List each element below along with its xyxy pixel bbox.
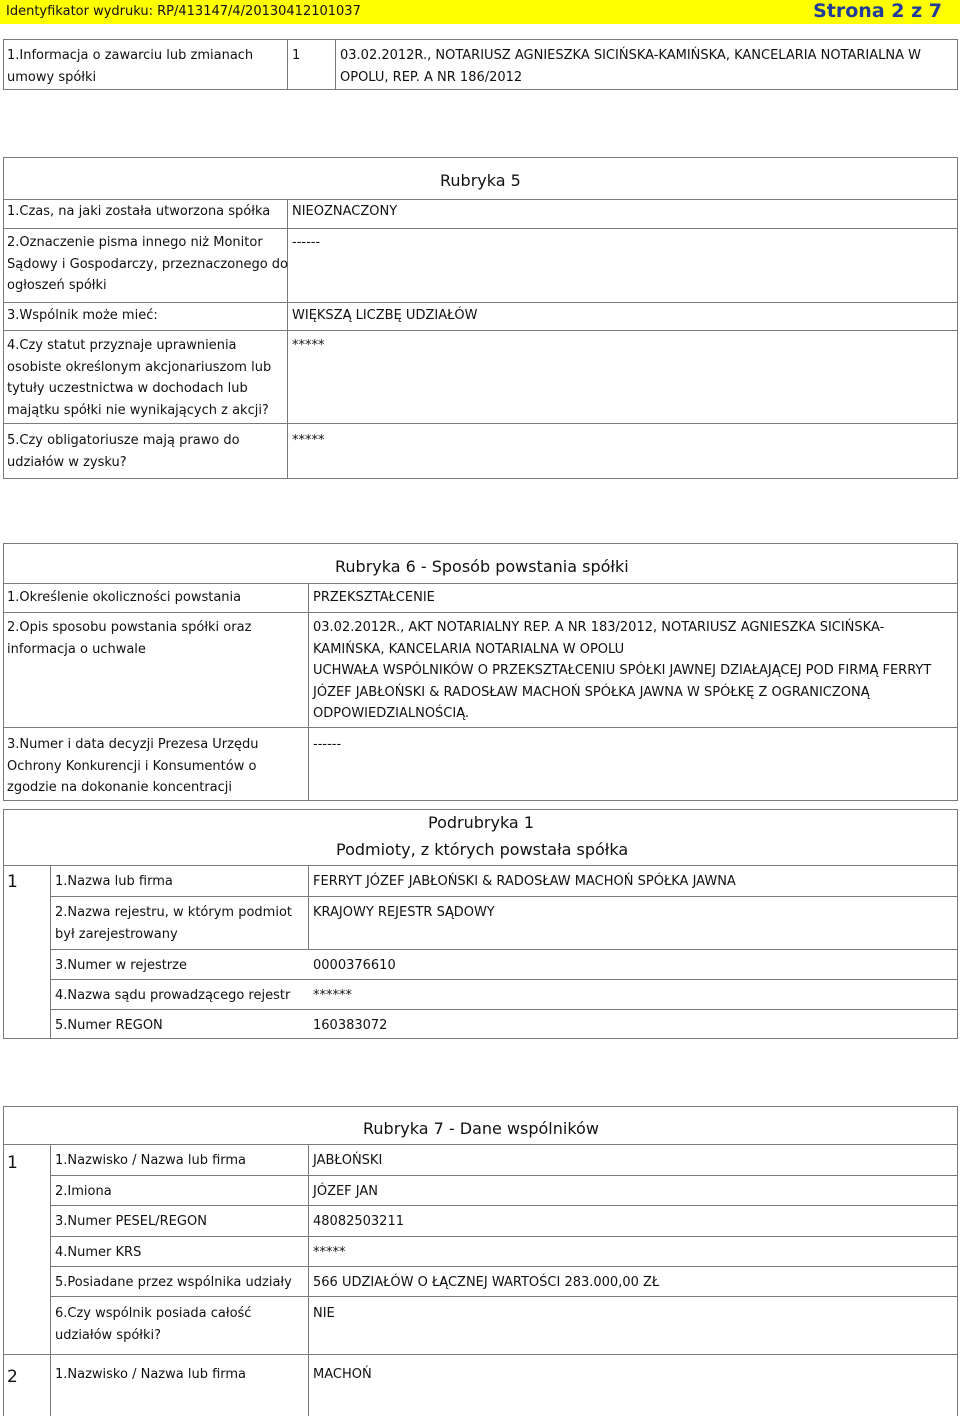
r7-e2-row1-value: MACHOŃ [313, 1367, 372, 1382]
r7-e1-row1-label: 1.Nazwisko / Nazwa lub firma [55, 1153, 247, 1168]
contract-info-label: 1.Informacja o zawarciu lub zmianach umowy spółki [7, 48, 254, 85]
r6-row2-value: 03.02.2012R., AKT NOTARIALNY REP. A NR 183/2012, NOTARIUSZ AGNIESZKA SICIŃSKA- KAMIŃSKA, KANCELARIA NOTARIALNA W OPOLU UCHWAŁA WSPÓLNIKÓW O PRZEKSZTAŁCENIU SPÓŁKI JAWNEJ DZIAŁAJĄCEJ POD FIRMĄ FERRYT JÓZEF JABŁOŃSKI & RADOSŁAW MACHOŃ SPÓŁKA JAWNA W SPÓŁKĘ Z OGRANICZONĄ ODPOWIEDZIALNOŚCIĄ. [313, 620, 932, 721]
p1-row1-value: FERRYT JÓZEF JABŁOŃSKI & RADOSŁAW MACHOŃ SPÓŁKA JAWNA [313, 874, 736, 889]
page-number: Strona 2 z 7 [813, 0, 942, 22]
rubryka-7-title: Rubryka 7 - Dane wspólników [363, 1119, 599, 1138]
p1-row4-label: 4.Nazwa sądu prowadzącego rejestr [55, 988, 291, 1003]
rubryka-5-title: Rubryka 5 [440, 171, 521, 190]
r6-row1-value: PRZEKSZTAŁCENIE [313, 590, 435, 605]
r7-e1-row3-label: 3.Numer PESEL/REGON [55, 1214, 207, 1229]
r7-e1-row1-value: JABŁOŃSKI [313, 1153, 383, 1168]
r7-e1-row4-value: ***** [313, 1245, 346, 1260]
r5-row3-label: 3.Wspólnik może mieć: [7, 308, 158, 323]
podrubryka-1-subtitle: Podmioty, z których powstała spółka [336, 840, 629, 859]
podrubryka-1-title: Podrubryka 1 [428, 813, 534, 832]
r7-e1-row4-label: 4.Numer KRS [55, 1245, 142, 1260]
r5-row4-value: ***** [292, 338, 325, 353]
r5-row1-value: NIEOZNACZONY [292, 204, 398, 219]
r5-row2-value: ------ [292, 235, 321, 250]
r7-e1-row5-value: 566 UDZIAŁÓW O ŁĄCZNEJ WARTOŚCI 283.000,00 ZŁ [313, 1275, 660, 1290]
r6-row2-label: 2.Opis sposobu powstania spółki oraz informacja o uchwale [7, 620, 252, 657]
r7-entry1-number: 1 [7, 1153, 18, 1173]
r5-row3-value: WIĘKSZĄ LICZBĘ UDZIAŁÓW [292, 308, 478, 323]
p1-entry-number: 1 [7, 872, 18, 892]
p1-row5-value: 160383072 [313, 1018, 388, 1033]
r7-e1-row6-label: 6.Czy wspólnik posiada całość udziałów spółki? [55, 1306, 252, 1343]
r5-row1-label: 1.Czas, na jaki została utworzona spółka [7, 204, 271, 219]
rubryka-6-title: Rubryka 6 - Sposób powstania spółki [335, 557, 629, 576]
r6-row3-value: ------ [313, 737, 342, 752]
r7-entry2-number: 2 [7, 1367, 18, 1387]
p1-row5-label: 5.Numer REGON [55, 1018, 163, 1033]
p1-row2-label: 2.Nazwa rejestru, w którym podmiot był zarejestrowany [55, 905, 292, 942]
r5-row4-label: 4.Czy statut przyznaje uprawnienia osobiste określonym akcjonariuszom lub tytuły uczestnictwa w dochodach lub majątku spółki nie wynikających z akcji? [7, 338, 272, 418]
r7-e1-row2-label: 2.Imiona [55, 1184, 112, 1199]
r5-row5-label: 5.Czy obligatoriusze mają prawo do udziałów w zysku? [7, 433, 240, 470]
r7-e2-row1-label: 1.Nazwisko / Nazwa lub firma [55, 1367, 247, 1382]
p1-row1-label: 1.Nazwa lub firma [55, 874, 173, 889]
contract-info-value: 03.02.2012R., NOTARIUSZ AGNIESZKA SICIŃSKA-KAMIŃSKA, KANCELARIA NOTARIALNA W OPOLU, REP. A NR 186/2012 [340, 48, 922, 85]
r6-row3-label: 3.Numer i data decyzji Prezesa Urzędu Ochrony Konkurencji i Konsumentów o zgodzie na dokonanie koncentracji [7, 737, 259, 795]
p1-row3-value: 0000376610 [313, 958, 396, 973]
p1-row3-label: 3.Numer w rejestrze [55, 958, 187, 973]
r5-row2-label: 2.Oznaczenie pisma innego niż Monitor Sądowy i Gospodarczy, przeznaczonego do ogłoszeń spółki [7, 235, 288, 293]
r5-row5-value: ***** [292, 433, 325, 448]
r7-e1-row5-label: 5.Posiadane przez wspólnika udziały [55, 1275, 292, 1290]
p1-row2-value: KRAJOWY REJESTR SĄDOWY [313, 905, 495, 920]
p1-row4-value: ****** [313, 988, 352, 1003]
print-identifier: Identyfikator wydruku: RP/413147/4/20130412101037 [6, 4, 361, 19]
r7-e1-row6-value: NIE [313, 1306, 335, 1321]
contract-info-number: 1 [292, 48, 301, 63]
r7-e1-row3-value: 48082503211 [313, 1214, 404, 1229]
r7-e1-row2-value: JÓZEF JAN [313, 1184, 379, 1199]
r6-row1-label: 1.Określenie okoliczności powstania [7, 590, 242, 605]
